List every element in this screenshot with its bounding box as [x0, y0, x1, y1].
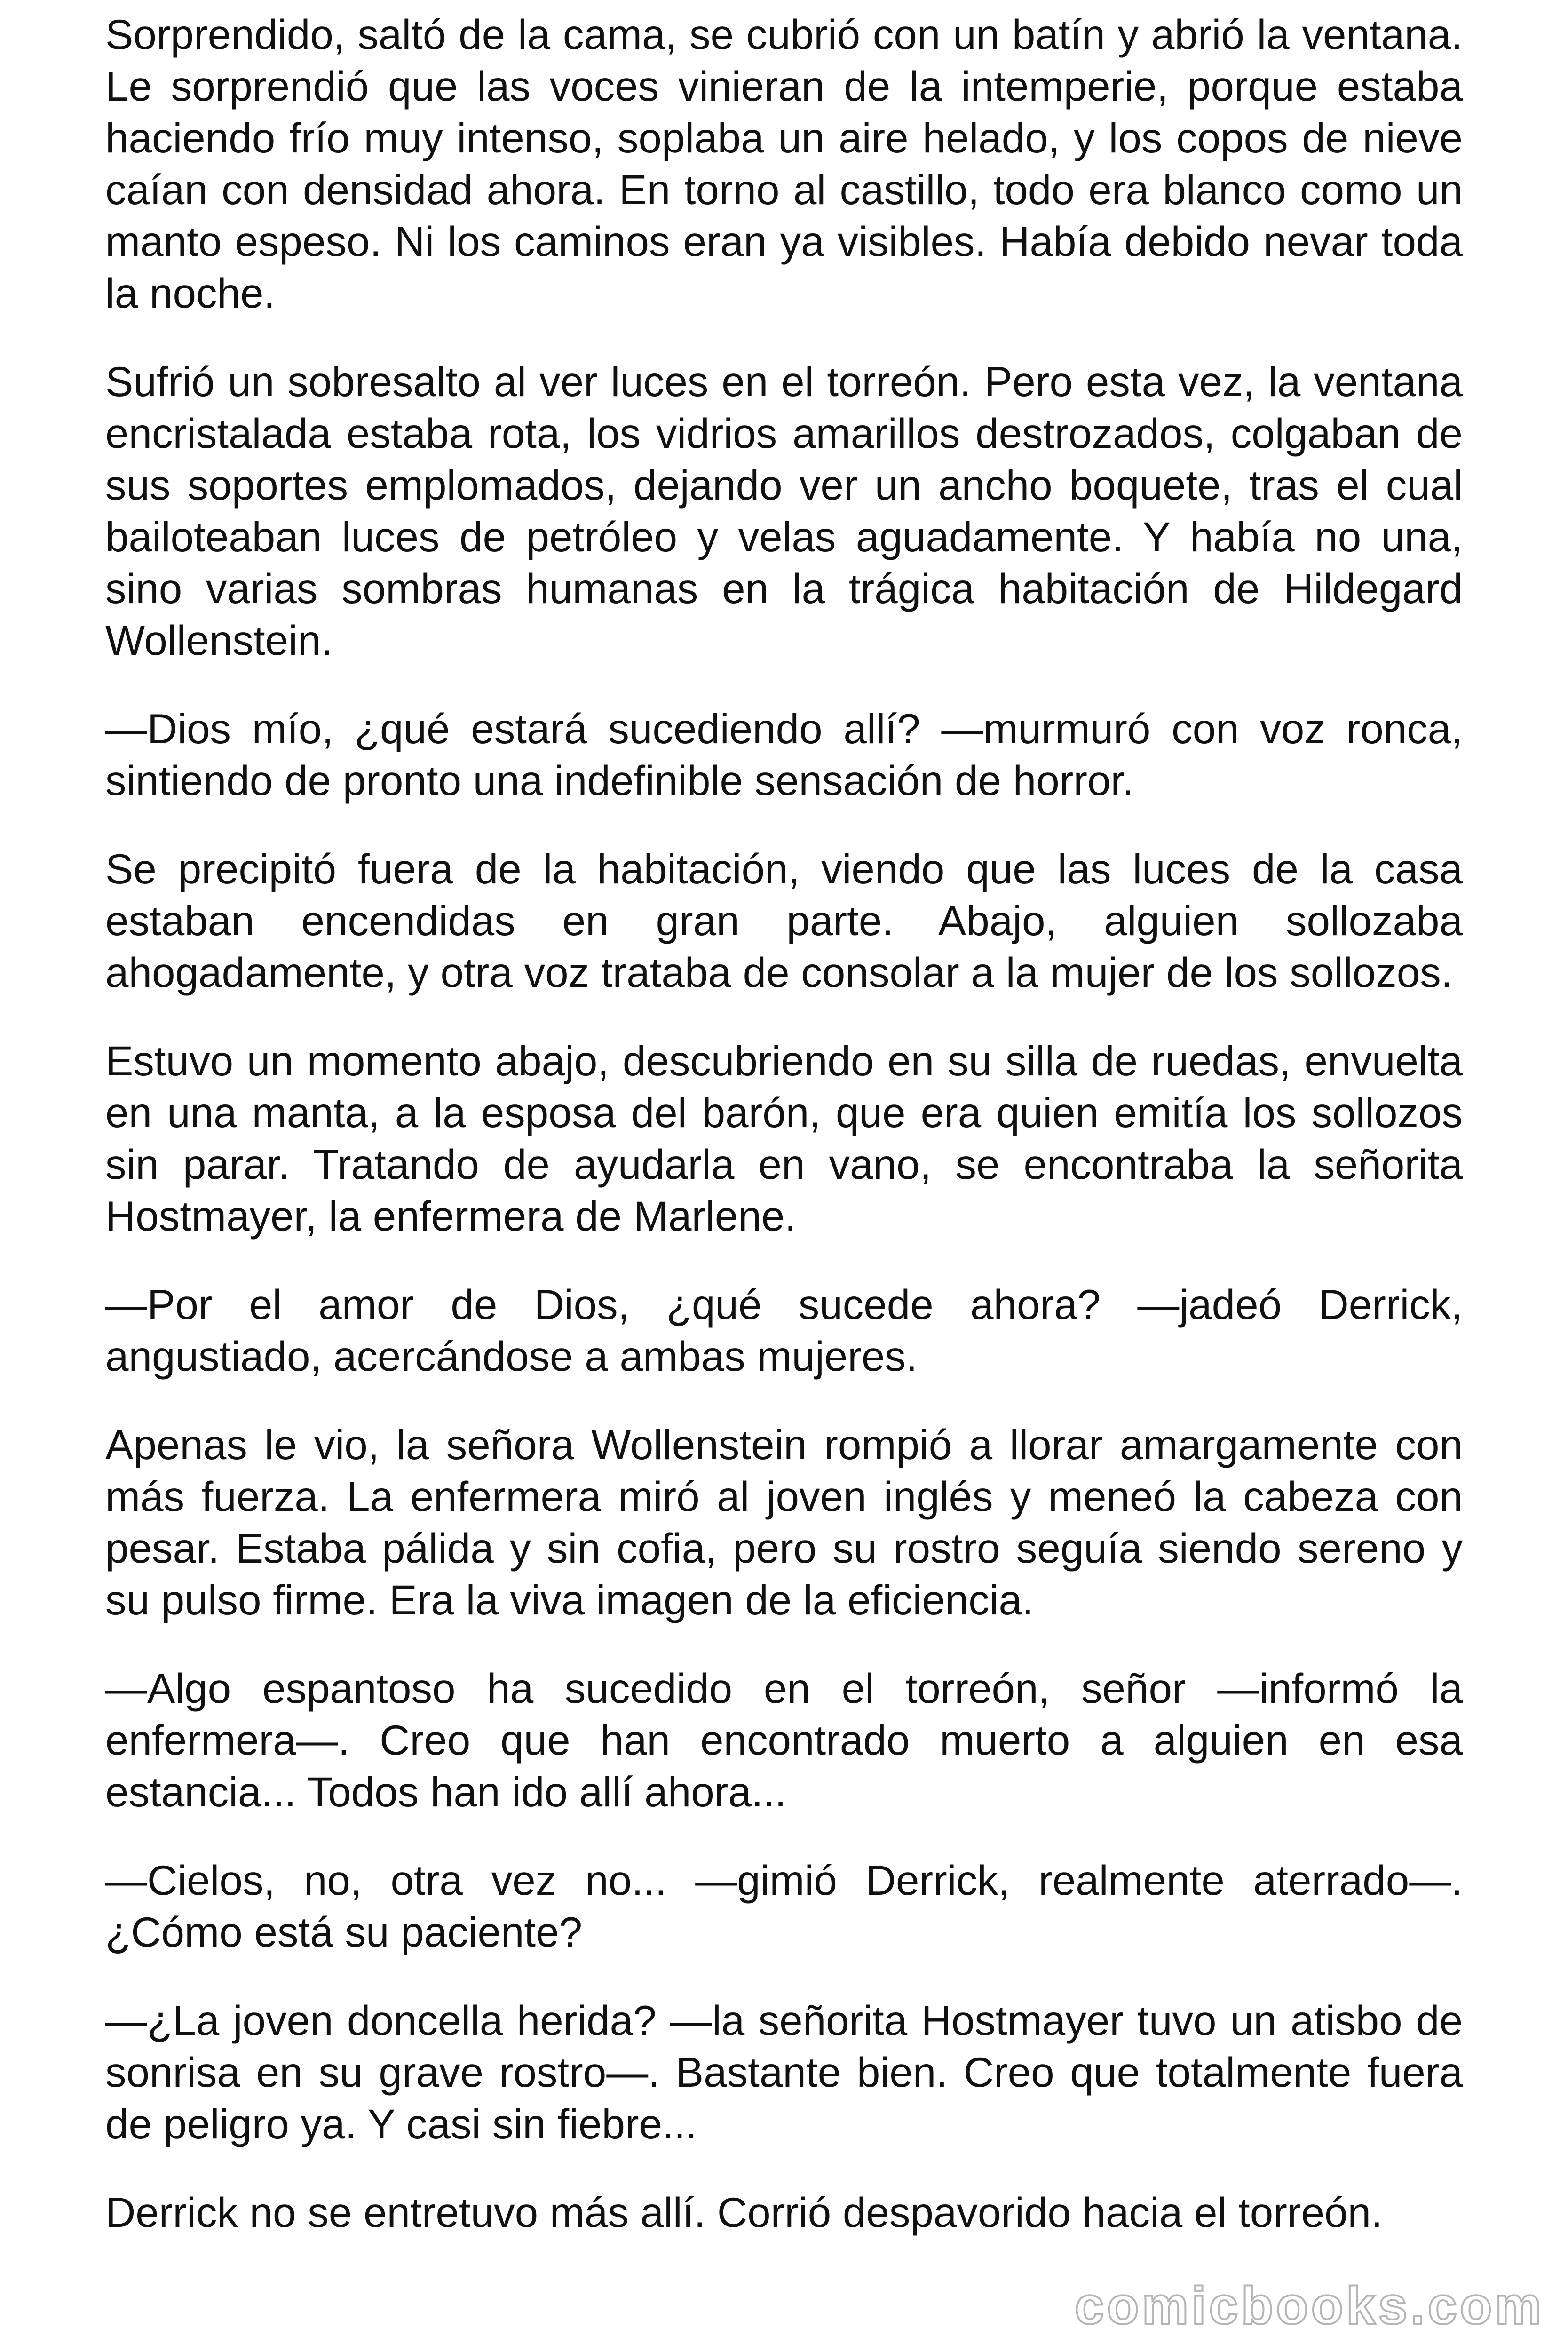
watermark: comicbooks.com: [1075, 2276, 1544, 2335]
paragraph-8: —Algo espantoso ha sucedido en el torreón, señor —informó la enfermera—. Creo que han encontrado muerto a alguien en esa estancia... Todos han ido allí ahora...: [105, 1665, 1463, 1815]
body-text: [105, 8, 1463, 2275]
paragraph-11: Derrick no se entretuvo más allí. Corrió despavorido hacia el torreón.: [105, 2189, 1383, 2236]
paragraph-7: Apenas le vio, la señora Wollenstein rompió a llorar amargamente con más fuerza. La enfermera miró al joven inglés y meneó la cabeza con pesar. Estaba pálida y sin cofia, pero su rostro seguía siendo sereno y su pulso firme. Era la viva imagen de la eficiencia.: [105, 1421, 1463, 1623]
paragraph-2: Sufrió un sobresalto al ver luces en el torreón. Pero esta vez, la ventana encristalada estaba rota, los vidrios amarillos destrozados, colgaban de sus soportes emplomados, dejando ver un ancho boquete, tras el cual bailoteaban luces de petróleo y velas aguadamente. Y había no una, sino varias sombras humanas en la trágica habitación de Hildegard Wollenstein.: [105, 358, 1463, 664]
paragraph-4: Se precipitó fuera de la habitación, viendo que las luces de la casa estaban encendidas en gran parte. Abajo, alguien sollozaba ahogadamente, y otra voz trataba de consolar a la mujer de los sollozos.: [105, 845, 1463, 996]
paragraph-6: —Por el amor de Dios, ¿qué sucede ahora? —jadeó Derrick, angustiado, acercándose a ambas mujeres.: [105, 1281, 1463, 1380]
paragraph-3: —Dios mío, ¿qué estará sucediendo allí? —murmuró con voz ronca, sintiendo de pronto una indefinible sensación de horror.: [105, 705, 1463, 804]
paragraph-1: Sorprendido, saltó de la cama, se cubrió con un batín y abrió la ventana. Le sorprendió que las voces vinieran de la intemperie, porque estaba haciendo frío muy intenso, soplaba un aire helado, y los copos de nieve caían con densidad ahora. En torno al castillo, todo era blanco como un manto espeso. Ni los caminos eran ya visibles. Había debido nevar toda la noche.: [105, 11, 1463, 317]
paragraph-10: —¿La joven doncella herida? —la señorita Hostmayer tuvo un atisbo de sonrisa en su grave rostro—. Bastante bien. Creo que totalmente fuera de peligro ya. Y casi sin fiebre...: [105, 1997, 1463, 2147]
paragraph-9: —Cielos, no, otra vez no... —gimió Derrick, realmente aterrado—. ¿Cómo está su paciente?: [105, 1857, 1463, 1955]
paragraph-5: Estuvo un momento abajo, descubriendo en su silla de ruedas, envuelta en una manta, a la esposa del barón, que era quien emitía los sollozos sin parar. Tratando de ayudarla en vano, se encontraba la señorita Hostmayer, la enfermera de Marlene.: [105, 1037, 1463, 1240]
